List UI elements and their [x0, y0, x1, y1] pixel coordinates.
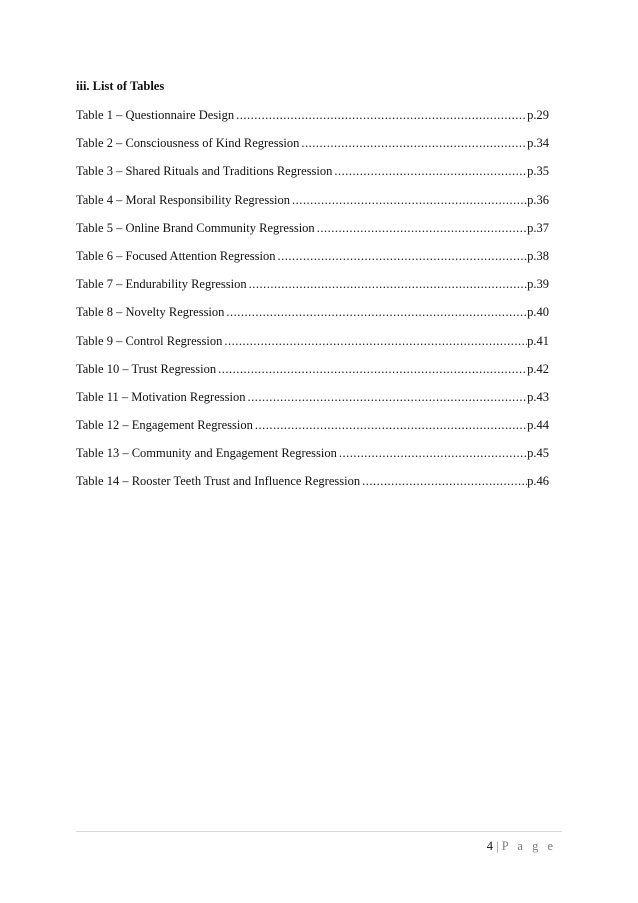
toc-entry[interactable]: [76, 304, 549, 332]
toc-entry-title: Table 11 – Motivation Regression: [76, 389, 246, 404]
toc-entry-title: Table 4 – Moral Responsibility Regression: [76, 192, 291, 207]
list-of-tables-heading: iii. List of Tables: [76, 79, 165, 93]
toc-dot-leader: [247, 389, 527, 405]
toc-entry[interactable]: [76, 107, 549, 135]
toc-entry-page: p.44: [527, 418, 549, 433]
toc-entry-page: p.35: [527, 164, 549, 179]
toc-entry-page: p.45: [527, 446, 549, 461]
toc-dot-leader: [277, 248, 527, 264]
toc-entry-page: p.46: [527, 474, 549, 489]
toc-dot-leader: [218, 361, 527, 377]
toc-entry[interactable]: [76, 135, 549, 163]
toc-entry-title: Table 10 – Trust Regression: [76, 361, 217, 376]
toc-entry-page: p.34: [527, 136, 549, 151]
toc-entry-title: Table 3 – Shared Rituals and Traditions Regression: [76, 164, 333, 179]
toc-dot-leader: [301, 135, 527, 151]
toc-entry-page: p.43: [527, 389, 549, 404]
toc-entry-page: p.36: [527, 192, 549, 207]
footer-page-number: 4: [486, 839, 494, 853]
toc-entry-title: Table 12 – Engagement Regression: [76, 418, 253, 433]
toc-dot-leader: [226, 304, 527, 320]
toc-dot-leader: [292, 192, 527, 208]
toc-entry[interactable]: [76, 473, 549, 501]
toc-entry-title: Table 8 – Novelty Regression: [76, 305, 225, 320]
toc-entry-page: p.42: [527, 361, 549, 376]
toc-entry-title: Table 13 – Community and Engagement Regression: [76, 446, 337, 461]
toc-entry[interactable]: [76, 389, 549, 417]
toc-entry[interactable]: [76, 361, 549, 389]
toc-entry-title: Table 7 – Endurability Regression: [76, 277, 247, 292]
toc-entry-title: Table 6 – Focused Attention Regression: [76, 248, 276, 263]
footer-divider: [76, 831, 562, 832]
toc-dot-leader: [255, 417, 527, 433]
toc-entry[interactable]: [76, 417, 549, 445]
toc-entry-title: Table 1 – Questionnaire Design: [76, 108, 235, 122]
toc-entry-page: p.41: [527, 333, 549, 348]
toc-entry[interactable]: [76, 445, 549, 473]
toc-entry[interactable]: [76, 248, 549, 276]
toc-entry[interactable]: [76, 333, 549, 361]
footer-page-label: P a g e: [501, 839, 556, 853]
toc-dot-leader: [317, 220, 527, 236]
toc-entry-title: Table 2 – Consciousness of Kind Regression: [76, 136, 300, 151]
toc-dot-leader: [249, 276, 528, 292]
toc-dot-leader: [362, 473, 527, 489]
toc-entry-title: Table 5 – Online Brand Community Regression: [76, 220, 315, 235]
toc-entry-title: Table 9 – Control Regression: [76, 333, 223, 348]
toc-entry[interactable]: [76, 192, 549, 220]
footer-separator: |: [496, 839, 499, 853]
toc-entry[interactable]: [76, 163, 549, 191]
toc-entry-page: p.39: [527, 277, 549, 292]
toc-entry-page: p.38: [527, 248, 549, 263]
toc-dot-leader: [224, 333, 527, 349]
toc-dot-leader: [339, 445, 527, 461]
page-footer: [487, 838, 556, 854]
toc-entry[interactable]: [76, 220, 549, 248]
list-of-tables: [76, 107, 549, 502]
toc-dot-leader: [236, 107, 527, 123]
toc-entry-page: p.37: [527, 220, 549, 235]
toc-entry-title: Table 14 – Rooster Teeth Trust and Influence Regression: [76, 474, 361, 489]
toc-dot-leader: [334, 163, 527, 179]
toc-entry-page: p.29: [527, 108, 549, 122]
toc-entry-page: p.40: [527, 305, 549, 320]
toc-entry[interactable]: [76, 276, 549, 304]
